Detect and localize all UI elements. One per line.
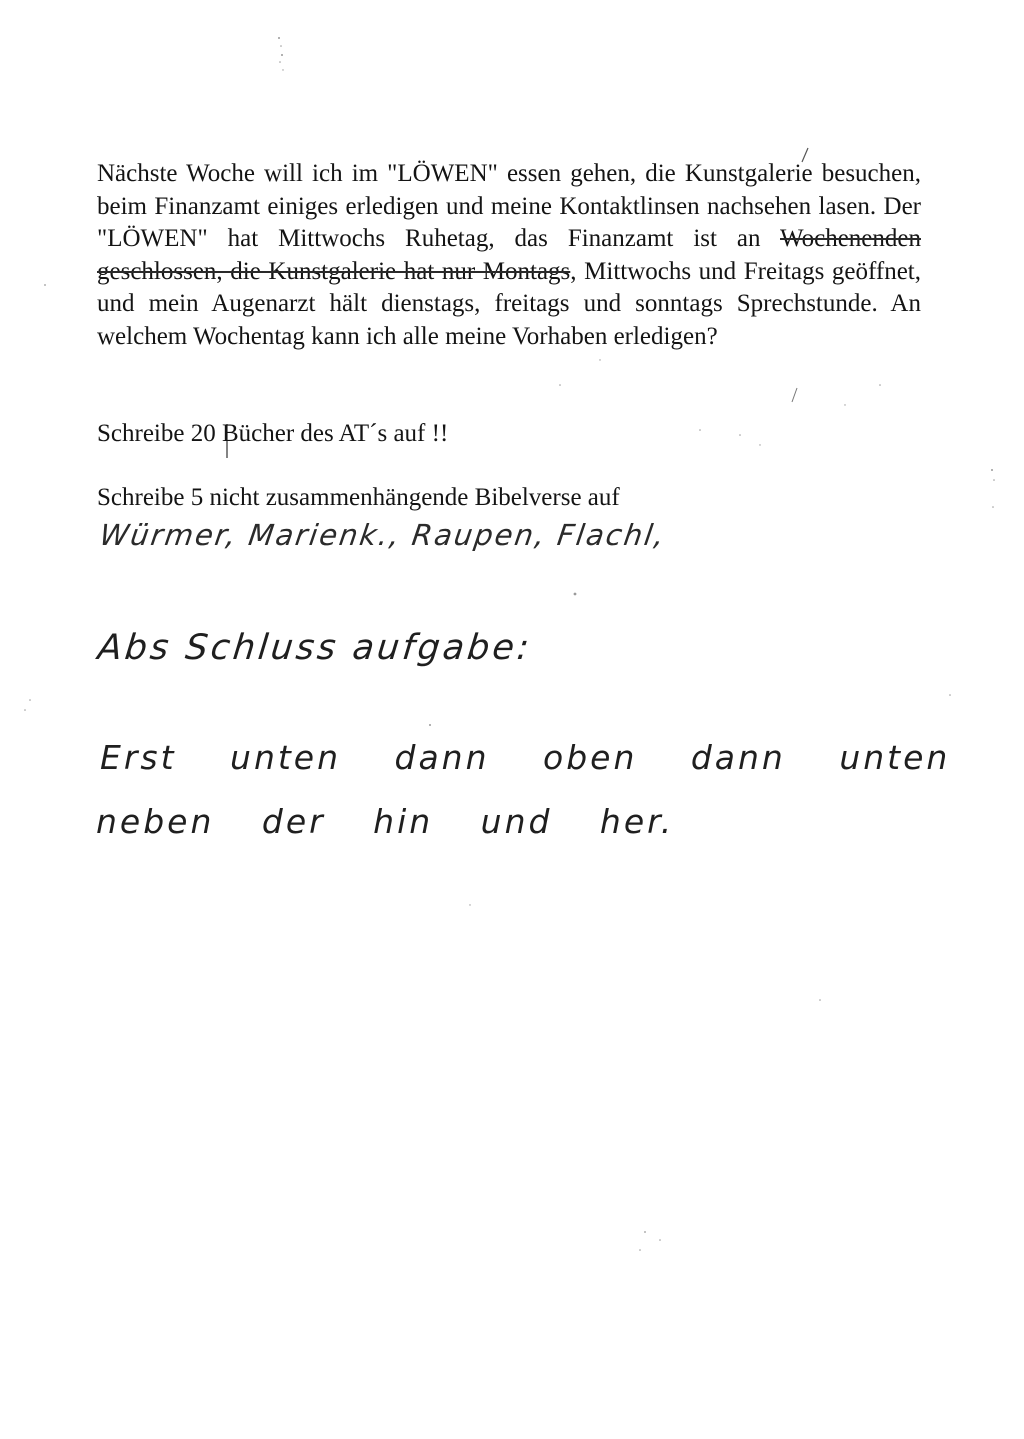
handwritten-answer-line-2: neben der hin und her. [96, 802, 675, 841]
task-books: Schreibe 20 Bücher des AT´s auf !! [97, 420, 449, 447]
task-verses: Schreibe 5 nicht zusammenhängende Bibelverse auf [97, 484, 620, 511]
problem-text-end: , Mittwochs und Freitags geöffnet, und mein Augenarzt hält dienstags, freitags und sonntags Sprechstunde. An welchem Wochentag kann ich alle meine Vorhaben erledigen? [97, 257, 921, 350]
problem-text-struck: Wochenenden geschlossen, die Kunstgalerie hat nur Montags [97, 225, 921, 285]
handwritten-heading: Abs Schluss aufgabe: [95, 628, 534, 668]
problem-text-start: Nächste Woche will ich im "LÖWEN" essen gehen, die Kunstgalerie besuchen, beim Finanzamt einiges erledigen und meine Kontaktlinsen nachsehen lasen. Der "LÖWEN" hat Mittwochs Ruhetag, das Finanzamt ist an [97, 160, 921, 252]
handwritten-answer-line-1: Erst unten dann oben dann unten [100, 738, 951, 777]
handwritten-names: Würmer, Marienk., Raupen, Flachl, [97, 518, 669, 552]
logic-problem-paragraph [97, 158, 921, 353]
